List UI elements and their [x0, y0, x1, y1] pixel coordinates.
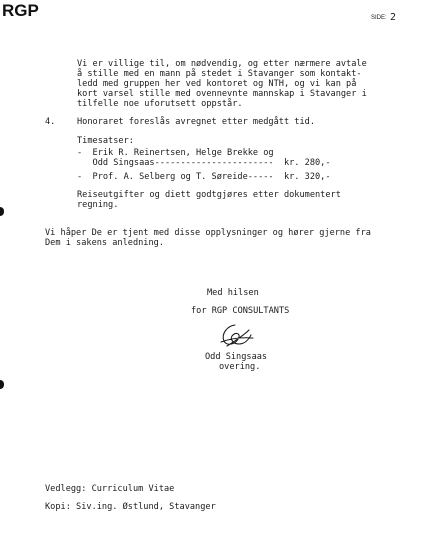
- item-text: Honoraret foreslås avregnet etter medgått tid.: [77, 117, 315, 127]
- rate-line: Odd Singsaas----------------------- kr. 280,-: [77, 158, 331, 168]
- travel-line: regning.: [77, 200, 119, 210]
- signer-title: overing.: [219, 362, 261, 372]
- closing-line: Dem i sakens anledning.: [45, 238, 164, 248]
- item-number: 4.: [45, 117, 56, 127]
- para1-line: kort varsel stille med ovennevnte mannskap i Stavanger i: [77, 89, 367, 99]
- para1-line: tilfelle noe uforutsett oppstår.: [77, 99, 243, 109]
- company-logo: RGP: [2, 1, 39, 20]
- binder-hole-mark: [0, 207, 4, 216]
- rates-heading: Timesatser:: [77, 136, 134, 146]
- company-line: for RGP CONSULTANTS: [191, 306, 290, 316]
- rate-line: - Erik R. Reinertsen, Helge Brekke og: [77, 148, 274, 158]
- binder-hole-mark: [0, 380, 4, 389]
- attachment-line: Vedlegg: Curriculum Vitae: [45, 484, 175, 494]
- page-number: 2: [390, 12, 397, 23]
- copy-line: Kopi: Siv.ing. Østlund, Stavanger: [45, 502, 216, 512]
- page-label: SIDE:: [371, 15, 387, 21]
- greeting: Med hilsen: [207, 288, 259, 298]
- signature-mark: [215, 322, 255, 350]
- para1-line: Vi er villige til, om nødvendig, og etter nærmere avtale: [77, 59, 367, 69]
- para1-line: å stille med en mann på stedet i Stavanger som kontakt-: [77, 69, 362, 79]
- para1-line: ledd med gruppen her ved kontoret og NTH, og vi kan på: [77, 79, 357, 89]
- signer-name: Odd Singsaas: [205, 352, 268, 362]
- rate-line: - Prof. A. Selberg og T. Søreide----- kr. 320,-: [77, 172, 331, 182]
- travel-line: Reiseutgifter og diett godtgjøres etter dokumentert: [77, 190, 341, 200]
- closing-line: Vi håper De er tjent med disse opplysninger og hører gjerne fra: [45, 228, 371, 238]
